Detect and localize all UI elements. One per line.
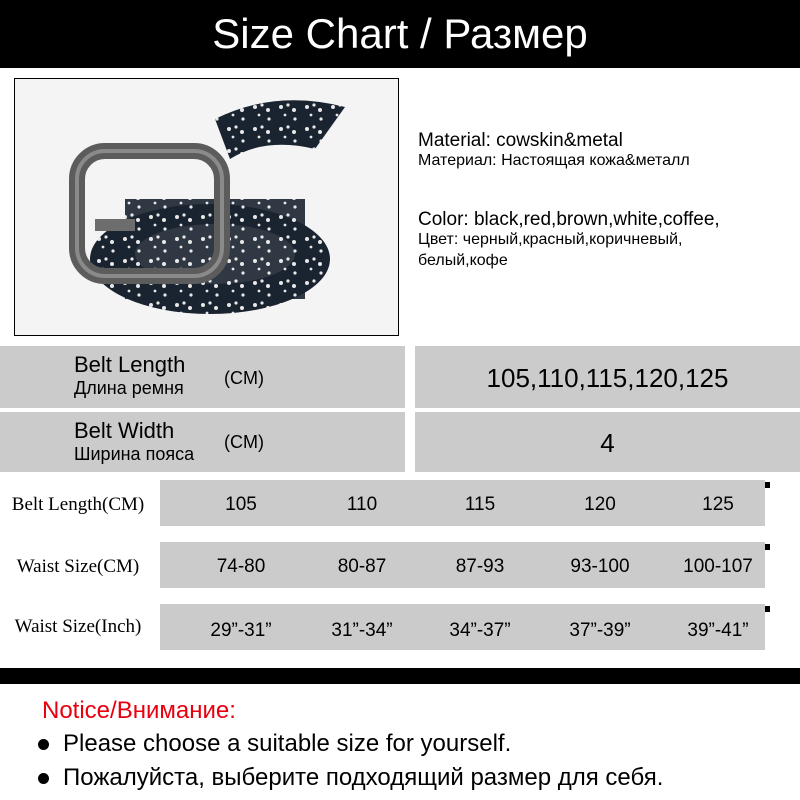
size-cell: 74-80 [216,556,266,577]
size-cell: 87-93 [455,556,505,577]
size-cell: 125 [702,494,734,515]
size-cell: 120 [584,494,616,515]
size-cell: 34”-37” [449,620,511,641]
belt-width-label-ru: Ширина пояса [74,444,195,464]
belt-length-label-ru: Длина ремня [74,378,184,398]
belt-length-label: Belt Length [74,352,186,377]
size-cell: 115 [464,494,496,515]
color-en: Color: black,red,brown,white,coffee, [418,209,720,230]
size-row-label: Belt Length(CM) [11,494,145,515]
header-bar [0,0,800,68]
color-ru-line-2: белый,кофе [418,252,508,269]
section-divider [0,668,800,684]
belt-width-label-band [0,412,405,472]
product-photo [14,78,399,336]
size-cell: 37”-39” [569,620,631,641]
belt-length-value: 105,110,115,120,125 [486,363,729,393]
belt-image [15,79,399,336]
belt-width-unit: (CM) [224,432,264,452]
size-cell: 80-87 [337,556,387,577]
notice-item [38,764,663,792]
size-row-label: Waist Size(CM) [16,556,140,577]
material-en: Material: cowskin&metal [418,130,623,151]
bullet-icon [38,773,49,784]
size-cell: 93-100 [570,556,630,577]
size-cell: 29”-31” [210,620,272,641]
belt-width-label: Belt Width [74,418,175,443]
size-cell: 105 [225,494,257,515]
size-cell: 31”-34” [331,620,393,641]
size-cell: 110 [346,494,378,515]
belt-length-unit: (CM) [224,368,264,388]
color-ru-line-1: Цвет: черный,красный,коричневый, [418,231,683,248]
belt-width-value: 4 [600,428,615,458]
material-ru: Материал: Настоящая кожа&металл [418,152,690,169]
bullet-icon [38,739,49,750]
notice-text: Please choose a suitable size for yourself. [63,730,512,757]
size-cell: 39”-41” [687,620,749,641]
size-row-label: Waist Size(Inch) [14,616,142,637]
notice-item [38,730,511,758]
page-title: Size Chart / Размер [212,10,588,57]
belt-length-label-band [0,346,405,408]
notice-title: Notice/Внимание: [42,697,236,724]
size-cell: 100-107 [683,556,753,577]
notice-text: Пожалуйста, выберите подходящий размер для себя. [63,764,664,791]
